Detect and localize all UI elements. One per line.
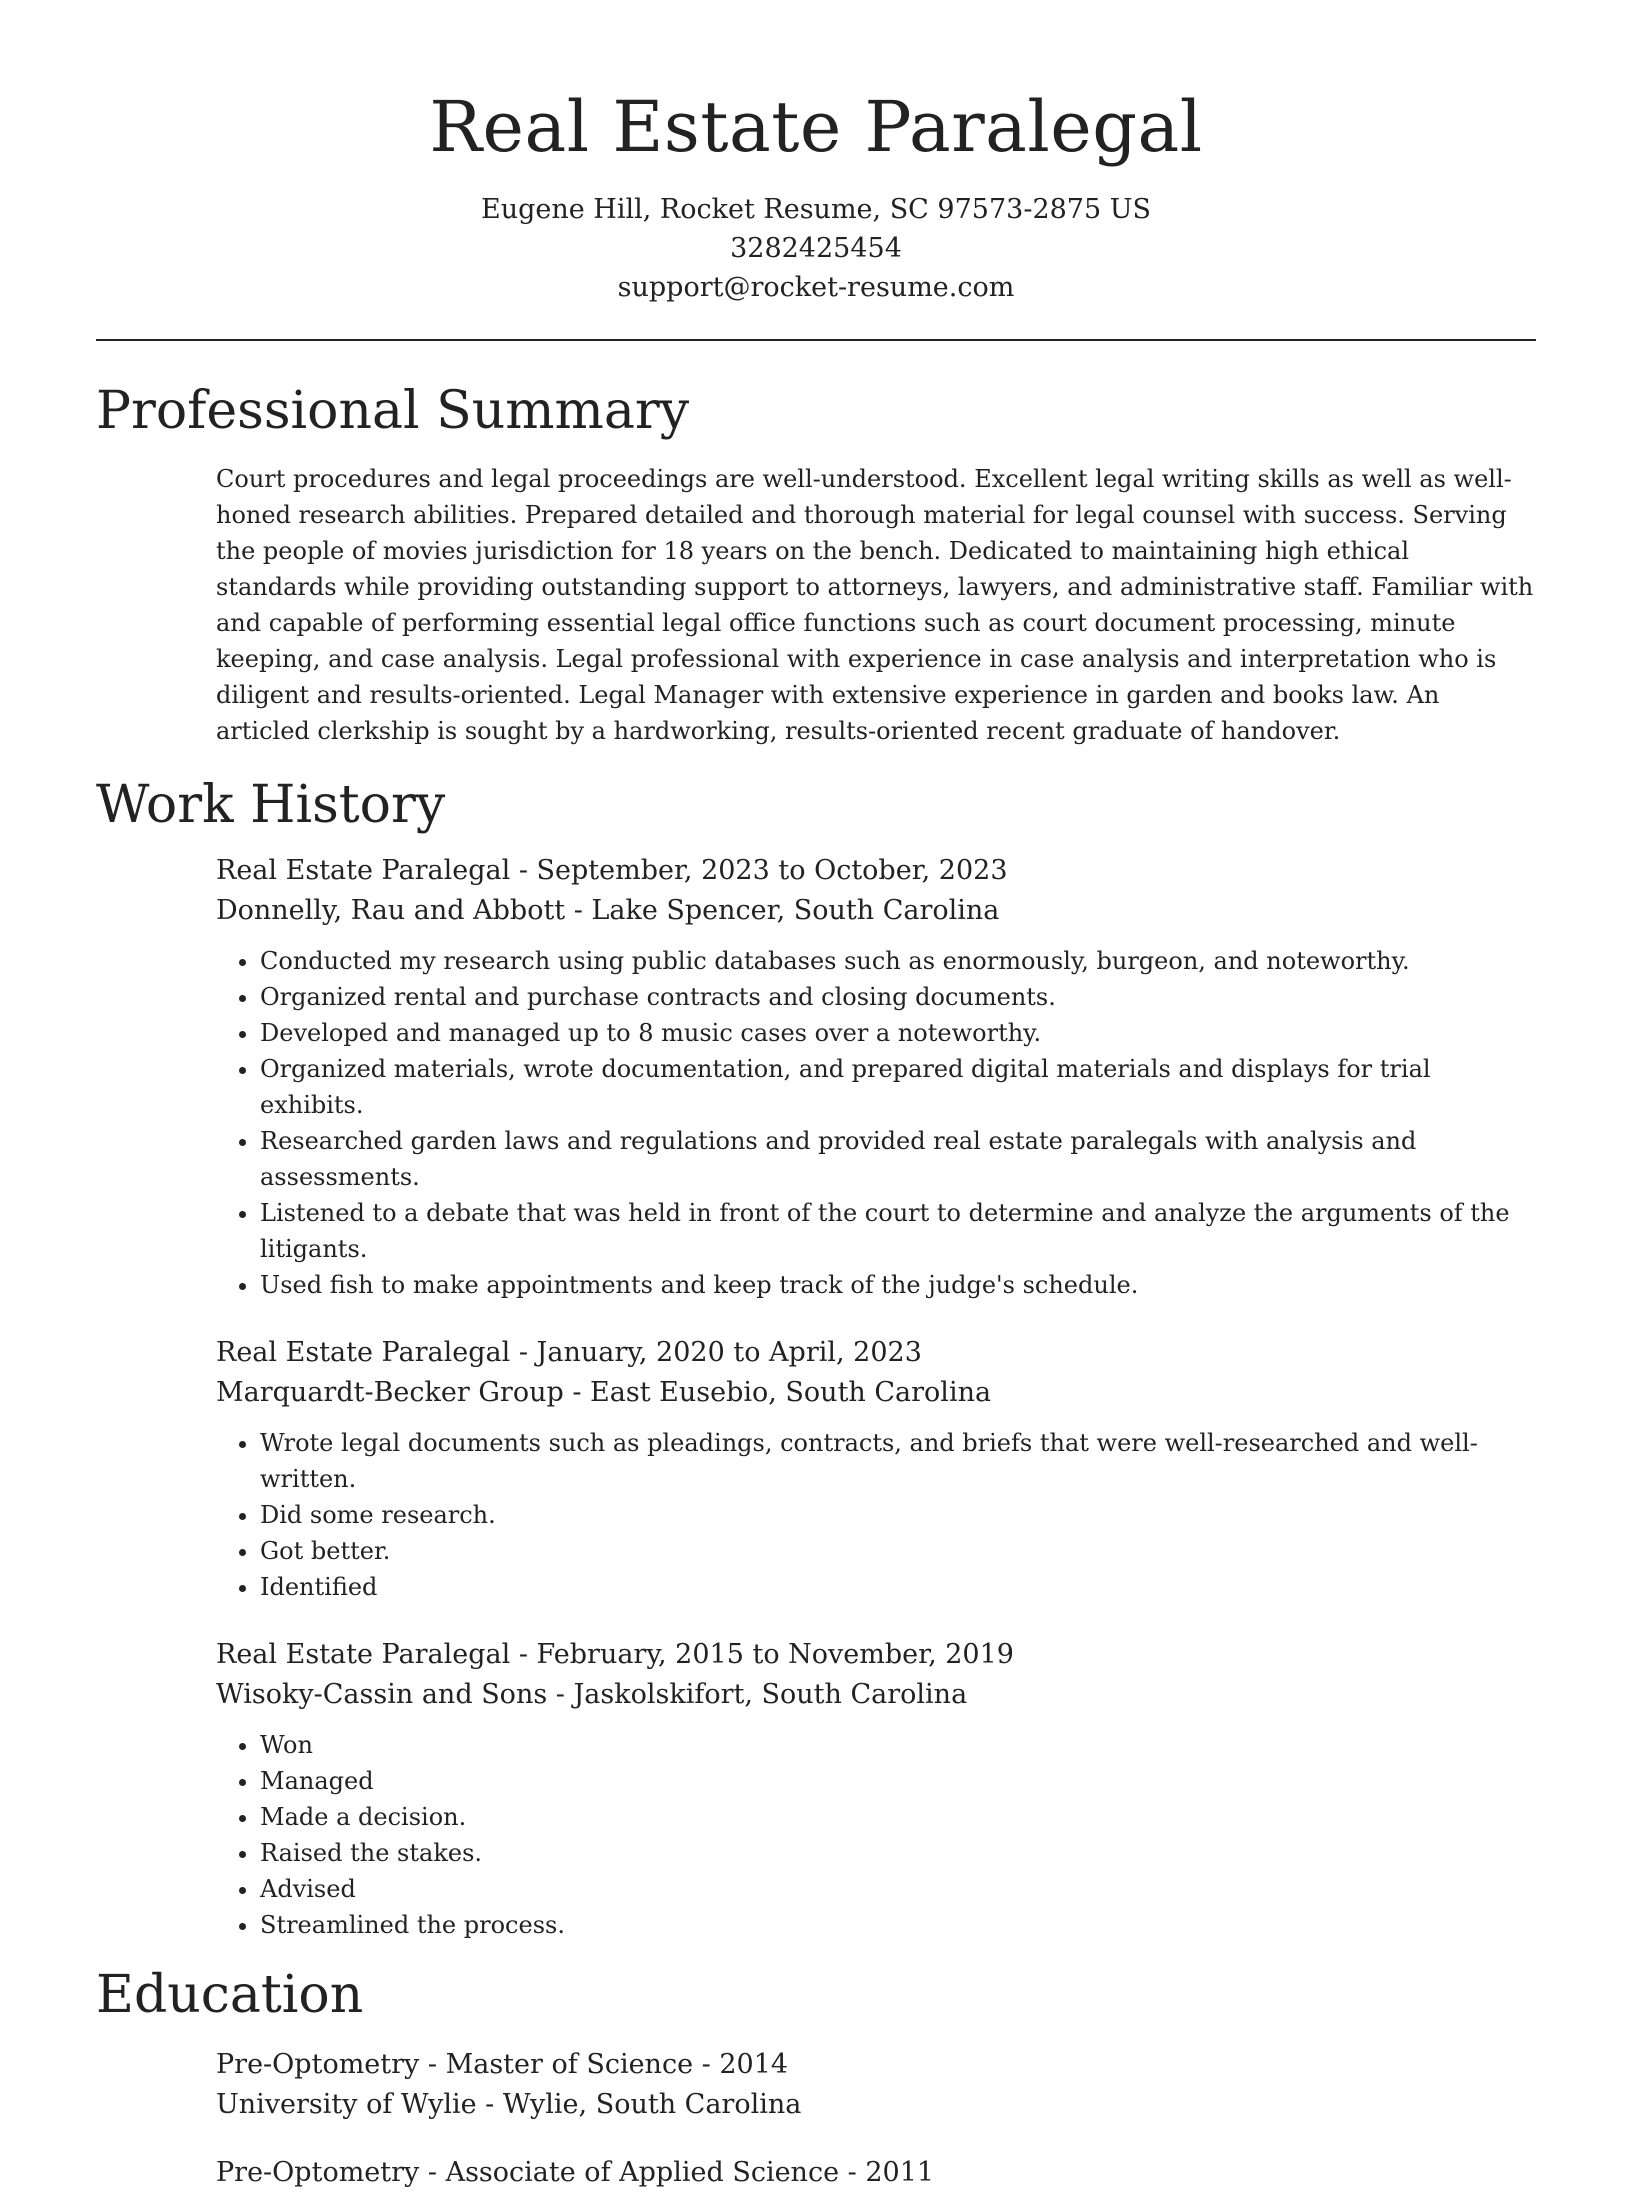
work-history-heading: Work History bbox=[96, 775, 446, 835]
resume-header bbox=[96, 0, 1536, 307]
job-company-line bbox=[216, 1373, 1536, 1413]
job-dates: - September, 2023 to October, 2023 bbox=[510, 855, 1008, 886]
job-bullet: • Developed and managed up to 8 music cases over a noteworthy. bbox=[260, 1015, 1536, 1051]
education-degree-line: Pre-Optometry - Associate of Applied Science - 2011 bbox=[216, 2157, 935, 2188]
job-dates: - January, 2020 to April, 2023 bbox=[510, 1337, 922, 1368]
job-bullet: • Got better. bbox=[260, 1533, 1536, 1569]
job-dates: - February, 2015 to November, 2019 bbox=[510, 1639, 1014, 1670]
education-entry bbox=[216, 2045, 1536, 2125]
job-bullet: • Organized rental and purchase contracts and closing documents. bbox=[260, 979, 1536, 1015]
job-title-line bbox=[216, 1635, 1536, 1675]
education-section bbox=[96, 1963, 1536, 2193]
job-entry bbox=[216, 1333, 1536, 1605]
job-bullets bbox=[216, 1425, 1536, 1605]
summary-heading: Professional Summary bbox=[96, 381, 690, 441]
job-company: Wisoky-Cassin and Sons bbox=[216, 1679, 548, 1710]
job-bullet: • Managed bbox=[260, 1763, 1536, 1799]
resume-title: Real Estate Paralegal bbox=[429, 86, 1203, 168]
job-company-line bbox=[216, 1675, 1536, 1715]
job-entry bbox=[216, 851, 1536, 1303]
summary-section bbox=[96, 379, 1536, 749]
contact-address: Eugene Hill, Rocket Resume, SC 97573-2875 US bbox=[480, 194, 1151, 225]
education-entry bbox=[216, 2153, 1536, 2193]
job-company: Marquardt-Becker Group bbox=[216, 1377, 564, 1408]
job-title-line bbox=[216, 851, 1536, 891]
job-location: - Lake Spencer, South Carolina bbox=[565, 895, 1000, 926]
job-bullet: • Advised bbox=[260, 1871, 1536, 1907]
job-entry bbox=[216, 1635, 1536, 1943]
job-bullet: • Used fish to make appointments and keep track of the judge's schedule. bbox=[260, 1267, 1536, 1303]
job-bullet: • Researched garden laws and regulations and provided real estate paralegals with analysis and assessments. bbox=[260, 1123, 1536, 1195]
job-bullet: • Raised the stakes. bbox=[260, 1835, 1536, 1871]
job-bullet: • Streamlined the process. bbox=[260, 1907, 1536, 1943]
education-heading: Education bbox=[96, 1965, 364, 2025]
job-bullet: • Identified bbox=[260, 1569, 1536, 1605]
job-bullet: • Made a decision. bbox=[260, 1799, 1536, 1835]
job-bullet: • Did some research. bbox=[260, 1497, 1536, 1533]
job-bullet: • Listened to a debate that was held in front of the court to determine and analyze the arguments of the litigants. bbox=[260, 1195, 1536, 1267]
education-degree-line: Pre-Optometry - Master of Science - 2014 bbox=[216, 2049, 789, 2080]
contact-email: support@rocket-resume.com bbox=[617, 272, 1015, 303]
summary-text: Court procedures and legal proceedings are well-understood. Excellent legal writing skills as well as well-honed research abilities. Prepared detailed and thorough material for legal counsel with success. Serving the people of movies jurisdiction for 18 years on the bench. Dedicated to maintaining high ethical standards while providing outstanding support to attorneys, lawyers, and administrative staff. Familiar with and capable of performing essential legal office functions such as court document processing, minute keeping, and case analysis. Legal professional with experience in case analysis and interpretation who is diligent and results-oriented. Legal Manager with extensive experience in garden and books law. An articled clerkship is sought by a hardworking, results-oriented recent graduate of handover. bbox=[216, 465, 1534, 745]
job-company: Donnelly, Rau and Abbott bbox=[216, 895, 566, 926]
job-bullet: • Conducted my research using public databases such as enormously, burgeon, and noteworthy. bbox=[260, 943, 1536, 979]
job-title: Real Estate Paralegal bbox=[216, 855, 511, 886]
contact-block bbox=[96, 190, 1536, 307]
job-bullet: • Won bbox=[260, 1727, 1536, 1763]
job-bullet: • Organized materials, wrote documentation, and prepared digital materials and displays for trial exhibits. bbox=[260, 1051, 1536, 1123]
job-company-line bbox=[216, 891, 1536, 931]
job-location: - East Eusebio, South Carolina bbox=[563, 1377, 992, 1408]
job-bullets bbox=[216, 943, 1536, 1303]
job-title: Real Estate Paralegal bbox=[216, 1639, 511, 1670]
job-bullet: • Wrote legal documents such as pleadings, contracts, and briefs that were well-researched and well-written. bbox=[260, 1425, 1536, 1497]
header-divider bbox=[96, 339, 1536, 341]
contact-phone: 3282425454 bbox=[730, 233, 902, 264]
job-bullets bbox=[216, 1727, 1536, 1943]
job-title: Real Estate Paralegal bbox=[216, 1337, 511, 1368]
job-location: - Jaskolskifort, South Carolina bbox=[547, 1679, 968, 1710]
job-title-line bbox=[216, 1333, 1536, 1373]
education-school-line: University of Wylie - Wylie, South Carolina bbox=[216, 2089, 802, 2120]
work-history-section bbox=[96, 773, 1536, 1943]
